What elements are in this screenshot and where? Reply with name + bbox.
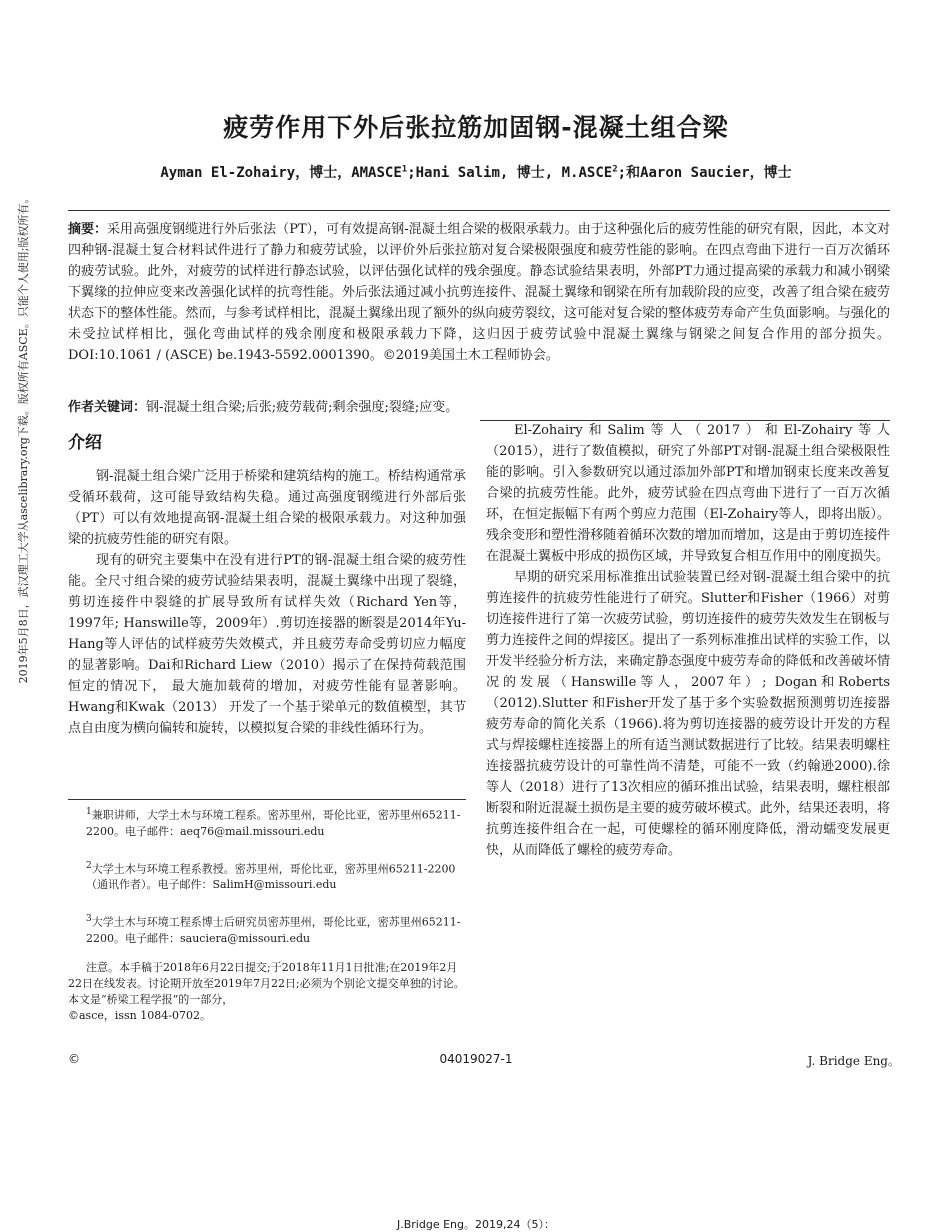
abstract-top-rule xyxy=(68,210,890,211)
abstract-label: 摘要： xyxy=(68,222,108,237)
copyright-issn: ©asce，issn 1084-0702。 xyxy=(68,1009,211,1022)
bottom-citation: J.Bridge Eng。2019,24（5）： xyxy=(397,1218,555,1231)
footnote-number: 3 xyxy=(86,914,92,925)
right-column xyxy=(486,420,890,861)
author-1-affiliation-mark: 1 xyxy=(401,164,408,175)
abstract-text: 采用高强度钢缆进行外后张法（PT），可有效提高钢-混凝土组合梁的极限承载力。由于这种强化后的疲劳性能的研究有限，因此，本文对四种钢-混凝土复合材料试件进行了静力和疲劳试验，以评价外后张拉筋对复合梁极限强度和疲劳性能的影响。在四点弯曲下进行一百万次循环的疲劳试验。此外，对疲劳的试样进行静态试验，以评估强化试样的残余强度。静态试验结果表明，外部PT力通过提高梁的承载力和减小钢梁下翼缘的拉伸应变来改善强化试样的抗弯性能。外后张法通过减小抗剪连接件、混凝土翼缘和钢梁在所有加载阶段的应变，改善了组合梁在疲劳状态下的整体性能。然而，与参考试样相比，混凝土翼缘出现了额外的纵向疲劳裂纹，这可能对复合梁的整体疲劳寿命产生负面影响。与强化的未受拉试样相比，强化弯曲试样的残余刚度和极限承载力下降，这归因于疲劳试验中混凝土翼缘与钢梁之间复合作用的部分损失。DOI:10.1061 / (ASCE) be.1943-5592.0001390。©2019美国土木工程师协会。 xyxy=(68,222,890,363)
keywords-text: 钢-混凝土组合梁;后张;疲劳载荷;剩余强度;裂缝;应变。 xyxy=(146,400,459,415)
footer-article-number: 04019027-1 xyxy=(439,1052,513,1066)
left-column xyxy=(68,466,466,739)
footnote xyxy=(68,911,466,947)
footnote xyxy=(68,804,466,840)
footnote-text: 大学土木与环境工程系教授。密苏里州，哥伦比亚，密苏里州65211-2200（通讯作者）。电子邮件：SalimH@missouri.edu xyxy=(86,862,456,892)
footnote-number: 2 xyxy=(86,860,92,871)
download-notice-vertical: 2019年5月8日，武汉理工大学从ascelibrary.org下载。版权所有ASCE。只能个人使用;版权所有。 xyxy=(17,192,30,684)
author-2: ;Hani Salim, 博士, M.ASCE xyxy=(407,165,613,181)
author-1: Ayman El-Zohairy，博士，AMASCE xyxy=(160,165,402,181)
footnotes xyxy=(68,804,466,965)
paper-title: 疲劳作用下外后张拉筋加固钢-混凝土组合梁 xyxy=(223,113,729,142)
paragraph: El-Zohairy和Salim等人（2017）和El-Zohairy等人（2015），进行了数值模拟，研究了外部PT对钢-混凝土组合梁极限性能的影响。引入参数研究以通过添加外部PT和增加钢束长度来改善复合梁的抗疲劳性能。此外，疲劳试验在四点弯曲下进行了一百万次循环，在恒定振幅下有两个剪应力范围（El-Zohairy等人，即将出版）。残余变形和塑性滑移随着循环次数的增加而增加，这是由于剪切连接件在混凝土翼板中形成的损伤区域，并导致复合相互作用中的刚度损失。 xyxy=(486,423,890,564)
footnote xyxy=(68,858,466,894)
author-2-affiliation-mark: 2 xyxy=(612,164,618,175)
footer-copyright: © xyxy=(68,1052,80,1066)
submission-notice xyxy=(68,960,466,1024)
footnote-rule xyxy=(68,799,466,800)
author-3: ;和Aaron Saucier，博士 xyxy=(617,165,792,181)
notice-text: 注意。本手稿于2018年6月22日提交;于2018年11月1日批准;在2019年2月22日在线发表。讨论期开放至2019年7月22日;必须为个别论文提交单独的讨论。本文是“桥梁工程学报”的一部分， xyxy=(68,961,465,1006)
keywords xyxy=(68,398,890,418)
section-heading-introduction: 介绍 xyxy=(68,433,102,453)
footnote-number: 1 xyxy=(86,807,92,817)
footnote-text: 大学土木与环境工程系博士后研究员密苏里州，哥伦比亚，密苏里州65211-2200。电子邮件：sauciera@missouri.edu xyxy=(86,915,461,945)
keywords-label: 作者关键词： xyxy=(68,400,147,415)
author-line xyxy=(0,162,952,182)
footer-journal: J. Bridge Eng。 xyxy=(807,1054,900,1068)
paragraph: 早期的研究采用标准推出试验装置已经对钢-混凝土组合梁中的抗剪连接件的抗疲劳性能进行了研究。Slutter和Fisher（1966）对剪切连接件进行了第一次疲劳试验，剪切连接件的疲劳失效发生在钢板与剪力连接件之间的焊接区。提出了一系列标准推出试样的实验工作，以开发半经验分析方法，来确定静态强度中疲劳寿命的降低和改善破坏情况的发展（Hanswille等人，2007年）; Dogan和Roberts（2012).Slutter 和Fisher开发了基于多个实验数据预测剪切连接器疲劳寿命的简化关系（1966).将为剪切连接器的疲劳设计开发的方程式与焊接螺柱连接器上的所有适当测试数据进行了比较。结果表明螺柱连接器抗疲劳设计的可靠性尚不清楚，可能不一致（约翰逊2000).徐等人（2018）进行了13次相应的循环推出试验，结果表明，螺柱根部断裂和附近混凝土损伤是主要的疲劳破坏模式。此外，结果还表明，将抗剪连接件组合在一起，可使螺栓的循环刚度降低，滑动蠕变发展更快，从而降低了螺栓的疲劳寿命。 xyxy=(486,570,890,858)
paragraph: 钢-混凝土组合梁广泛用于桥梁和建筑结构的施工。桥结构通常承受循环载荷，这可能导致结构失稳。通过高强度钢缆进行外部后张（PT）可以有效地提高钢-混凝土组合梁的极限承载力。对这种加强梁的抗疲劳性能的研究有限。 xyxy=(68,469,466,547)
footnote-text: 兼职讲师，大学土木与环境工程系。密苏里州，哥伦比亚，密苏里州65211-2200。电子邮件：aeq76@mail.missouri.edu xyxy=(86,808,461,838)
paragraph: 现有的研究主要集中在没有进行PT的钢-混凝土组合梁的疲劳性能。全尺寸组合梁的疲劳试验结果表明，混凝土翼缘中出现了裂缝，剪切连接件中裂缝的扩展导致所有试样失效（Richard Yen等，1997年; Hanswille等，2009年）.剪切连接器的断裂是2014年Yu-Hang等人评估的试样疲劳失效模式，并且疲劳寿命受剪切应力幅度的显著影响。Dai和Richard Liew（2010）揭示了在保持荷载范围恒定的情况下， 最大施加载荷的增加，对疲劳性能有显著影响。Hwang和Kwak（2013） 开发了一个基于梁单元的数值模型，其节点自由度为横向偏转和旋转，以模拟复合梁的非线性循环行为。 xyxy=(68,553,466,736)
abstract xyxy=(68,219,890,366)
